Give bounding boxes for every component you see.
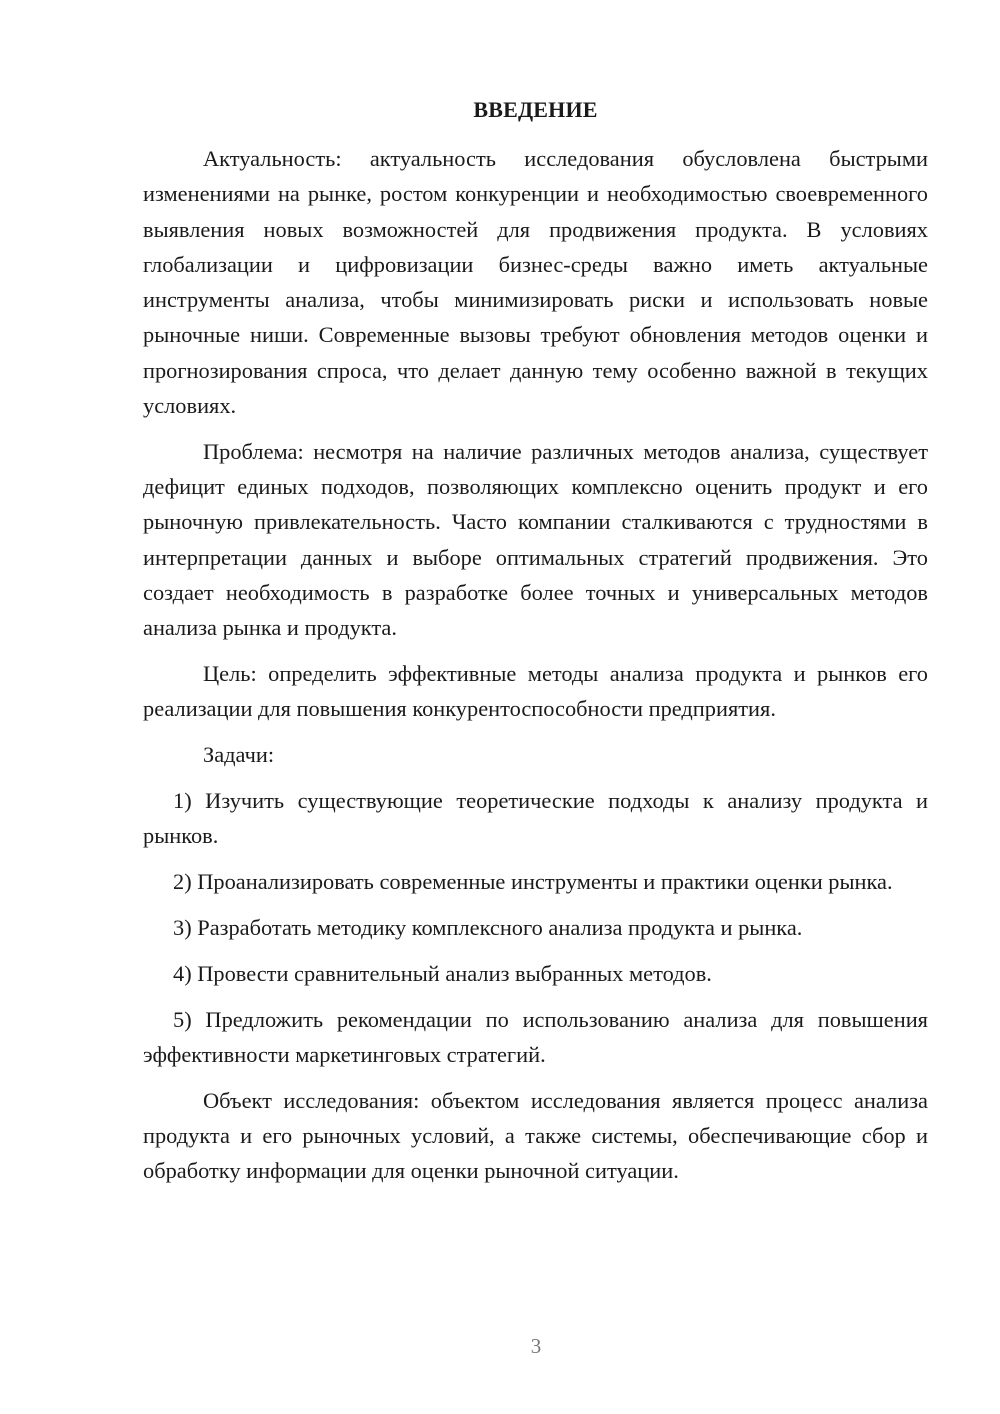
tasks-heading: Задачи: <box>203 742 275 768</box>
task-item-4: 4) Провести сравнительный анализ выбранных методов. <box>173 960 712 986</box>
goal-paragraph: Цель: определить эффективные методы анализа продукта и рынков его реализации для повышения конкурентоспособности предприятия. <box>143 661 928 722</box>
task-item-1: 1) Изучить существующие теоретические подходы к анализу продукта и рынков. <box>143 788 928 849</box>
task-item-5: 5) Предложить рекомендации по использованию анализа для повышения эффективности маркетинговых стратегий. <box>143 1006 928 1067</box>
task-item-2: 2) Проанализировать современные инструменты и практики оценки рынка. <box>173 869 893 895</box>
relevance-paragraph: Актуальность: актуальность исследования обусловлена быстрыми изменениями на рынке, ростом конкуренции и необходимостью своевременного выявления новых возможностей для продвижения продукта. В условиях глобализации и цифровизации бизнес-среды важно иметь актуальные инструменты анализа, чтобы минимизировать риски и использовать новые рыночные ниши. Современные вызовы требуют обновления методов оценки и прогнозирования спроса, что делает данную тему особенно важной в текущих условиях. <box>143 146 928 419</box>
problem-paragraph: Проблема: несмотря на наличие различных методов анализа, существует дефицит единых подходов, позволяющих комплексно оценить продукт и его рыночную привлекательность. Часто компании сталкиваются с трудностями в интерпретации данных и выборе оптимальных стратегий продвижения. Это создает необходимость в разработке более точных и универсальных методов анализа рынка и продукта. <box>143 438 928 641</box>
task-item-3: 3) Разработать методику комплексного анализа продукта и рынка. <box>173 914 803 940</box>
object-paragraph: Объект исследования: объектом исследования является процесс анализа продукта и его рыночных условий, а также системы, обеспечивающие сбор и обработку информации для оценки рыночной ситуации. <box>143 1087 928 1184</box>
section-title: ВВЕДЕНИЕ <box>473 97 598 122</box>
page-number: 3 <box>530 1334 542 1358</box>
page-content <box>143 92 928 1189</box>
